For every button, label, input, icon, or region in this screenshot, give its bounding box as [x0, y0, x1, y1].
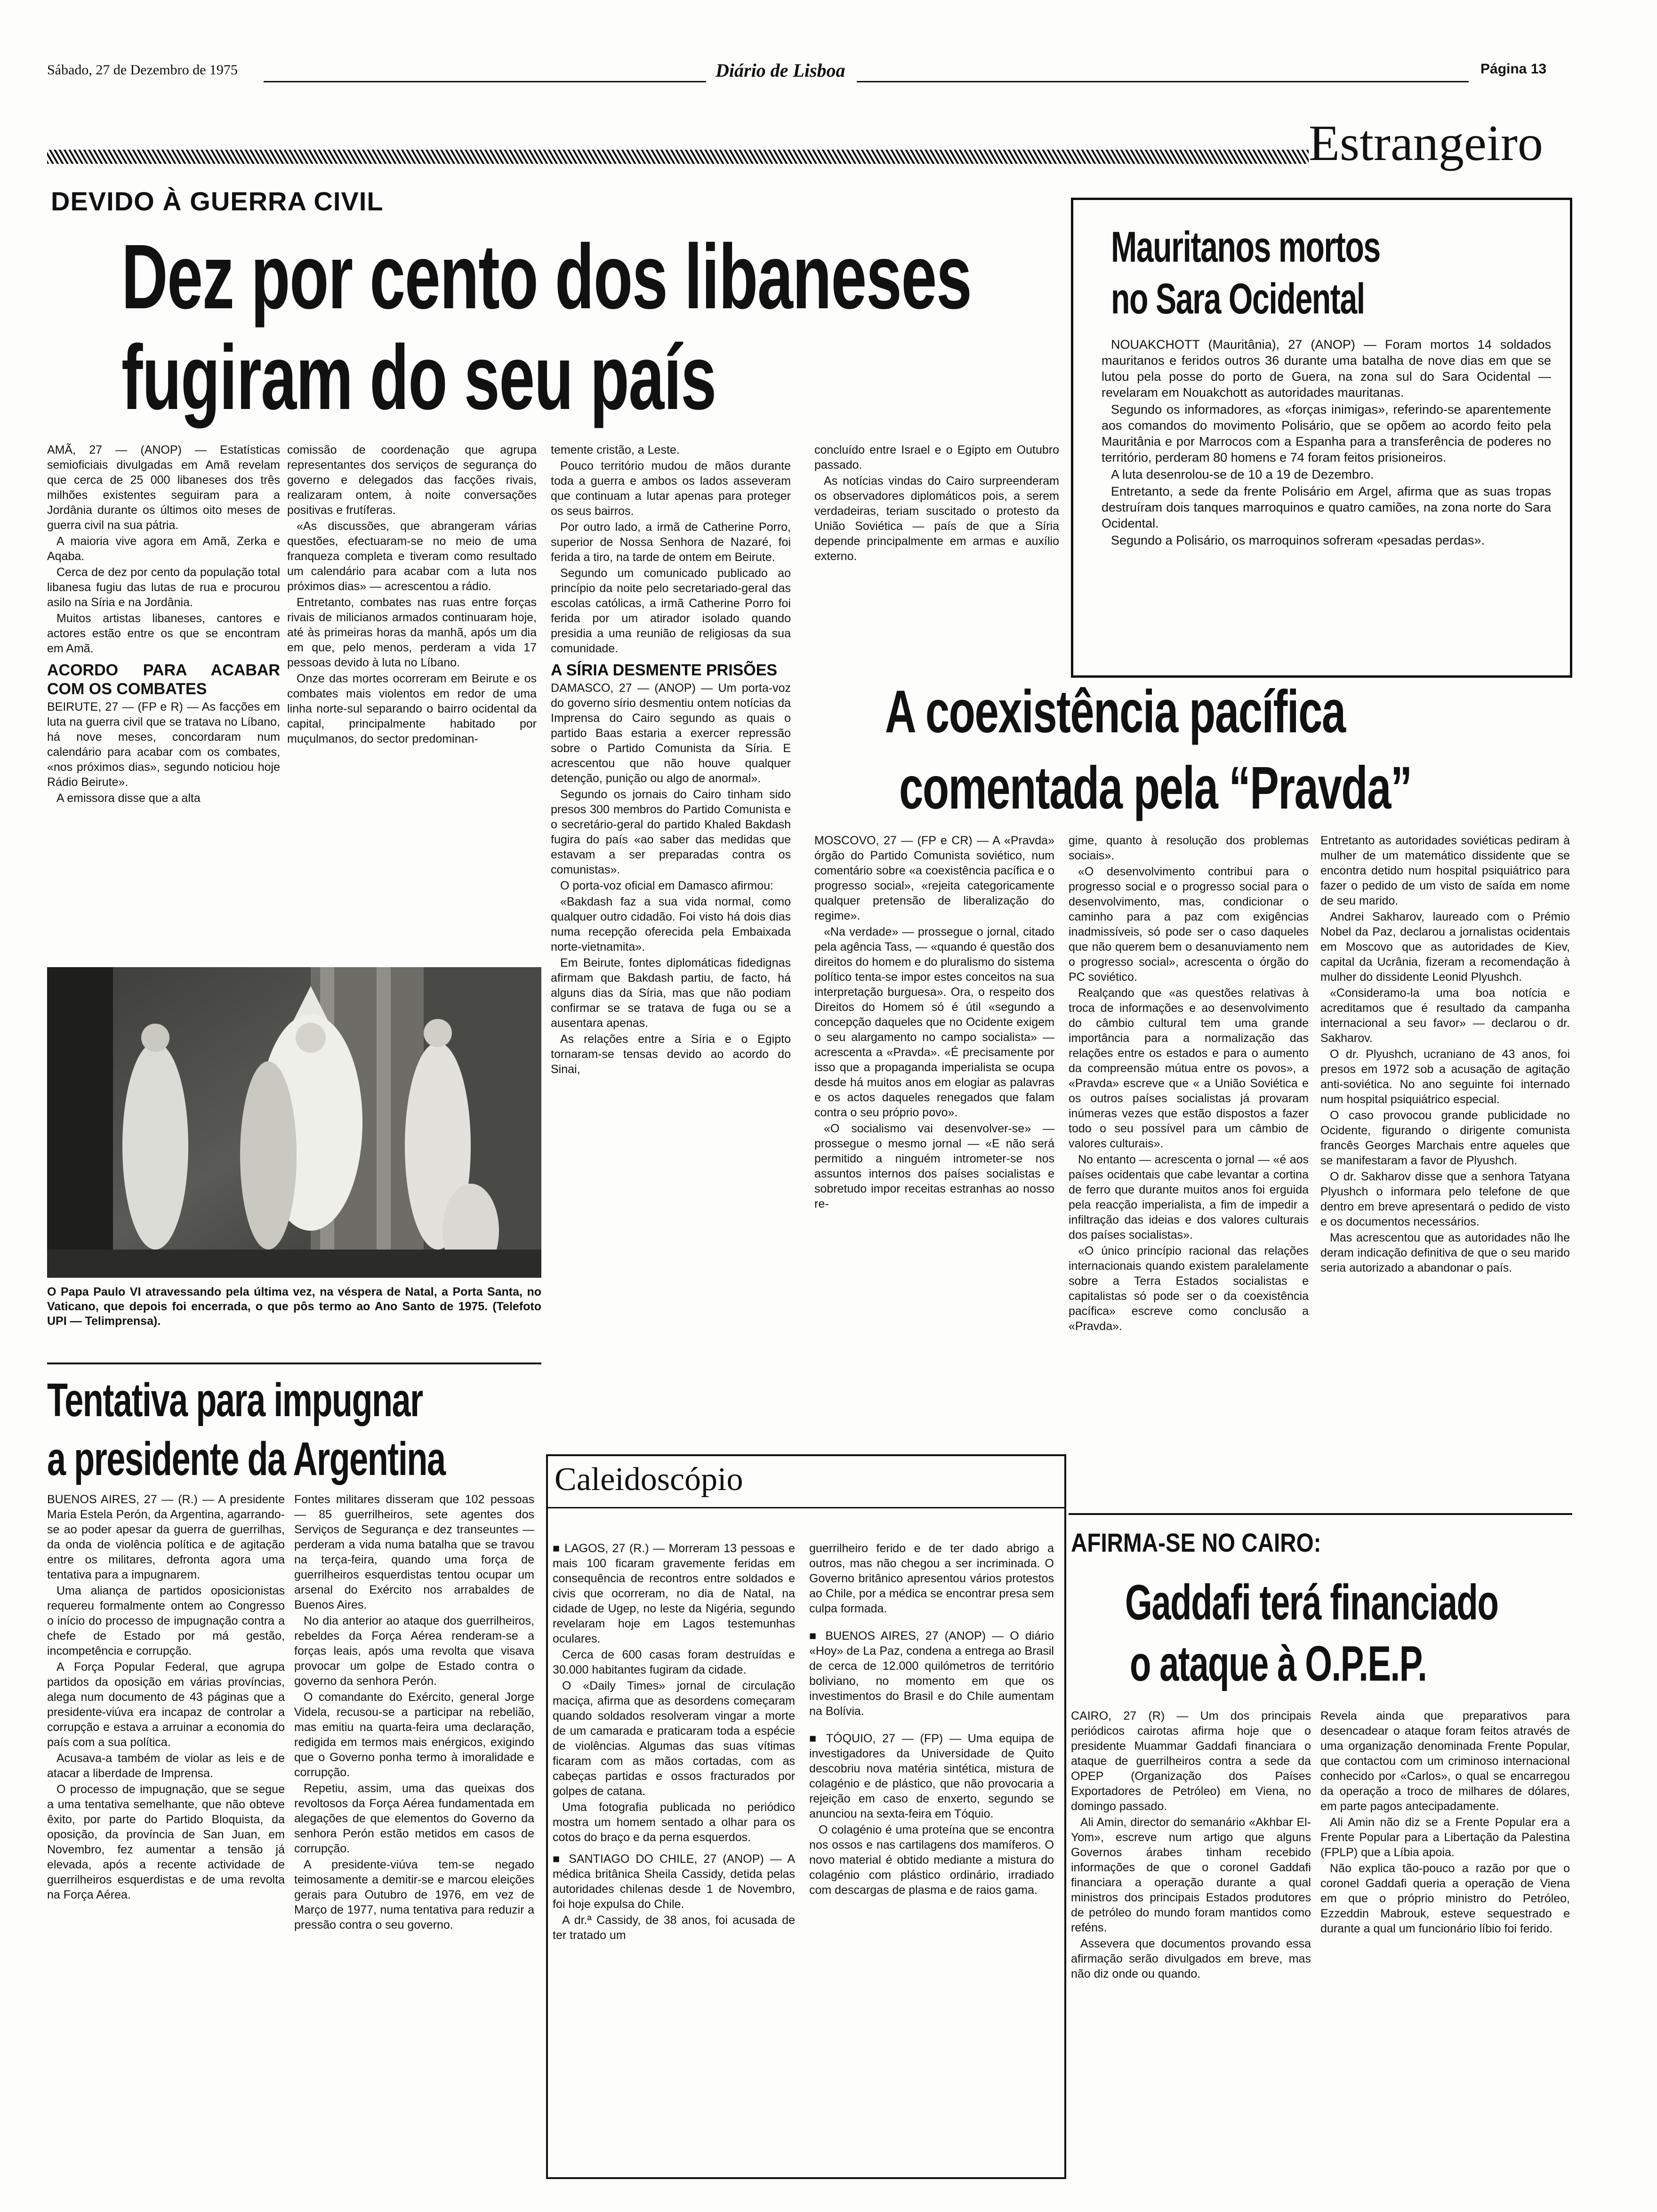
- lead-paragraph: comissão de coordenação que agrupa representantes dos serviços de segurança do governo e delegados das facções rivais, realizaram ontem, à noite conversações positivas e frutíferas.: [287, 443, 537, 517]
- lead-paragraph: concluído entre Israel e o Egipto em Outubro passado.: [814, 443, 1059, 472]
- lead-column-2: [287, 442, 537, 934]
- lead-paragraph: Cerca de dez por cento da população total libanesa fugiu das lutas de rua e procurou asilo na Síria e na Jordânia.: [47, 566, 280, 609]
- gaddafi-paragraph: CAIRO, 27 (R) — Um dos principais periódicos cairotas afirma hoje que o presidente Muammar Gaddafi financiara o ataque de guerrilheiros contra a sede da OPEP (Organização dos Países Exportadores de Petróleo) em Viena, no domingo passado.: [1071, 1709, 1311, 1813]
- brief-square-icon: ■: [553, 1542, 565, 1555]
- pravda-paragraph: gime, quanto à resolução dos problemas sociais».: [1069, 834, 1309, 862]
- caleidoscopio-brief: ■ SANTIAGO DO CHILE, 27 (ANOP) — A médica britânica Sheila Cassidy, detida pelas autoridades chilenas desde 1 de Novembro, foi hoje expulsa do Chile.: [553, 1852, 795, 1911]
- lead-paragraph: AMÃ, 27 — (ANOP) — Estatísticas semioficiais divulgadas em Amã revelam que cerca de 25 000 libaneses dos três milhões existentes seguiram para a Jordânia durante os últimos oito meses de guerra civil na sua pátria.: [47, 443, 280, 532]
- pravda-headline-line-1: A coexistência pacífica: [885, 678, 1345, 745]
- pravda-paragraph: Mas acrescentou que as autoridades não lhe deram indicação definitiva de que o seu marido seria autorizado a abandonar o país.: [1320, 1231, 1570, 1274]
- argentina-paragraph: Acusava-a também de violar as leis e de atacar a liberdade de Imprensa.: [47, 1752, 285, 1780]
- mauritania-paragraph: A luta desenrolou-se de 10 a 19 de Dezembro.: [1111, 467, 1374, 481]
- pravda-paragraph: Realçando que «as questões relativas à troca de informações e ao desenvolvimento do câmbio cultural tem uma grande importância para a normalização das relações entre os estados e para o aumento da compreensão mútua entre os povos», a «Pravda» escreve que « a União Soviética e os outros países socialistas já provaram inúmeras vezes que estão dispostos a fazer todo o seu possível para um câmbio de valores culturais».: [1069, 986, 1309, 1150]
- argentina-headline-line-2: a presidente da Argentina: [47, 1433, 445, 1485]
- section-title: Estrangeiro: [1309, 115, 1543, 171]
- argentina-paragraph: A Força Popular Federal, que agrupa partidos da oposição em várias províncias, alega num documento de 43 páginas que a presidente-viúva era incapaz de controlar a corrupção e estava a arruinar a economia do país com a sua política.: [47, 1660, 285, 1749]
- mauritania-headline-line-1: Mauritanos mortos: [1111, 223, 1380, 271]
- argentina-paragraph: A presidente-viúva tem-se negado teimosamente a demitir-se e marcou eleições gerais para Outubro de 1976, em vez de Março de 1977, numa tentativa para reduzir a pressão contra o seu governo.: [294, 1858, 534, 1931]
- gaddafi-kicker: AFIRMA-SE NO CAIRO:: [1071, 1528, 1321, 1557]
- lead-paragraph: Segundo um comunicado publicado ao princípio da noite pelo secretariado-geral das escolas católicas, a irmã Catherine Porro foi ferida por um atirador isolado quando presidia a uma reunião de religiosas da sua comunidade.: [551, 567, 791, 655]
- mauritania-paragraph: NOUAKCHOTT (Mauritânia), 27 (ANOP) — Foram mortos 14 soldados mauritanos e feridos outros 36 durante uma batalha de nove dias em que se lutou pela posse do porto de Guera, na zona sul do Sara Ocidental — revelaram em Nouakchott as autoridades mauritanas.: [1102, 337, 1551, 400]
- argentina-column-1: [47, 1492, 285, 2170]
- pravda-paragraph: O caso provocou grande publicidade no Ocidente, figurando o dirigente comunista francês Georges Marchais entre aqueles que se manifestaram a favor de Plyushch.: [1320, 1109, 1570, 1167]
- photo-caption-rule: [47, 1362, 541, 1364]
- lead-column-1: [47, 442, 280, 934]
- pope-photo: [47, 967, 541, 1278]
- lead-paragraph: DAMASCO, 27 — (ANOP) — Um porta-voz do governo sírio desmentiu ontem notícias da Imprensa do Cairo segundo as quais o partido Baas estaria a exercer repressão sobre o Partido Comunista da Síria. E acrescentou que não houve qualquer detenção, punição ou algo de anormal».: [551, 681, 791, 785]
- brief-square-icon: ■: [553, 1852, 569, 1866]
- gaddafi-column-2: [1320, 1708, 1570, 2174]
- pravda-paragraph: O dr. Sakharov disse que a senhora Tatyana Plyushch o informara pelo telefone de que dentro em breve apresentará o pedido de visto e os documentos necessários.: [1320, 1170, 1570, 1228]
- lead-paragraph: As notícias vindas do Cairo surpreenderam os observadores diplomáticos pois, a serem verdadeiras, teriam suscitado o protesto da União Soviética — país de que a Síria depende principalmente em armas e auxílio externo.: [814, 474, 1059, 563]
- pravda-paragraph: «O desenvolvimento contribui para o progresso social e o progresso social para o desenvolvimento, mas, condicionar o caminho para a paz com exigências inadmissíveis, só pode ser o caso daqueles que não querem bem o desanuviamento nem o progresso social», acrescenta o órgão do PC soviético.: [1069, 865, 1309, 984]
- caleidoscopio-brief: ■ BUENOS AIRES, 27 (ANOP) — O diário «Hoy» de La Paz, condena a entrega ao Brasil de cerca de 12.000 quilómetros de território boliviano, no momento em que os investimentos do Brasil e do Chile aumentam na Bolívia.: [809, 1629, 1054, 1718]
- lead-headline-line-2: fugiram do seu país: [121, 326, 716, 429]
- mauritania-paragraph: Segundo os informadores, as «forças inimigas», referindo-se aparentemente aos comandos do movimento Polisário, que se opõem ao acordo feito pela Mauritânia e por Marrocos com a Espanha para a transferência de poderes no território, perderam 80 homens e 74 foram feitos prisioneiros.: [1102, 402, 1551, 465]
- argentina-paragraph: O processo de impugnação, que se segue a uma tentativa semelhante, que não obteve êxito, por parte do Partido Bloquista, da oposição, da província de San Juan, em Novembro, fez aumentar a tensão já elevada, após a recente actividade de guerrilheiros esquerdistas e de uma revolta na Força Aérea.: [47, 1783, 285, 1901]
- caleidoscopio-box: [546, 1454, 1066, 2179]
- pravda-column-1: [814, 833, 1054, 1468]
- caleidoscopio-brief: ■ TÓQUIO, 27 — (FP) — Uma equipa de investigadores da Universidade de Quito descobriu nova matéria sintética, mistura de colagénio e de plástico, que não provocaria a rejeição em caso de enxerto, segundo se anunciou na sexta-feira em Tóquio.: [809, 1732, 1054, 1820]
- issue-date: Sábado, 27 de Dezembro de 1975: [47, 62, 238, 78]
- argentina-paragraph: Repetiu, assim, uma das queixas dos revoltosos da Força Aérea fundamentada em alegações de que elementos do Governo da senhora Perón estão metidos em casos de corrupção.: [294, 1782, 534, 1855]
- caleidoscopio-brief: ■ LAGOS, 27 (R.) — Morreram 13 pessoas e mais 100 ficaram gravemente feridas em consequência de recontros entre soldados e civis que ocorreram, no dia de Natal, na cidade de Ugep, no leste da Nigéria, segundo revelaram hoje em Lagos testemunhas oculares.: [553, 1542, 795, 1645]
- argentina-paragraph: Fontes militares disseram que 102 pessoas — 85 guerrilheiros, sete agentes dos Serviços de Segurança e dez transeuntes — perderam a vida numa batalha que se travou na terça-feira, quando uma força de guerrilheiros esquerdistas tentou ocupar um arsenal do Exército nos arrabaldes de Buenos Aires.: [294, 1493, 534, 1611]
- pope-photo-image: [47, 967, 541, 1278]
- lead-subheading-syria: A SÍRIA DESMENTE PRISÕES: [551, 661, 778, 679]
- mauritania-paragraph: Segundo a Polisário, os marroquinos sofreram «pesadas perdas».: [1111, 533, 1485, 547]
- lead-paragraph: Segundo os jornais do Cairo tinham sido presos 300 membros do Partido Comunista e o secretário-geral do partido Khaled Bakdash fugira do país «ao saber das medidas que estavam a ser preparadas contra os comunistas».: [551, 788, 791, 876]
- gaddafi-paragraph: Ali Amin não diz se a Frente Popular era a Frente Popular para a Libertação da Palestina (FPLP) que a Líbia apoia.: [1320, 1816, 1570, 1859]
- caleidoscopio-column-1: [553, 1541, 795, 2172]
- caleidoscopio-column-2: [809, 1541, 1054, 2172]
- argentina-column-2: [294, 1492, 534, 2170]
- photo-caption: O Papa Paulo VI atravessando pela última vez, na véspera de Natal, a Porta Santa, no Vaticano, que depois foi encerrada, o que pôs termo ao Ano Santo de 1975. (Telefoto UPI — Telimprensa).: [47, 1285, 541, 1328]
- argentina-paragraph: No dia anterior ao ataque dos guerrilheiros, rebeldes da Força Aérea renderam-se a forças leais, após uma revolta que visava provocar um golpe de Estado contra o governo da senhora Perón.: [294, 1614, 534, 1688]
- gaddafi-top-rule: [1069, 1513, 1572, 1515]
- gaddafi-headline-line-2: o ataque à O.P.E.P.: [1130, 1636, 1427, 1691]
- gaddafi-paragraph: Ali Amin, director do semanário «Akhbar El-Yom», escreve num artigo que alguns Governos árabes tinham recebido informações de que o coronel Gaddafi financiara a operação durante a qual ministros dos principais Estados produtores de petróleo do mundo foram mantidos como reféns.: [1071, 1816, 1311, 1934]
- lead-paragraph: Entretanto, combates nas ruas entre forças rivais de milicianos armados continuaram hoje, até às primeiras horas da manhã, após um dia em que, pelo menos, perderam a vida 17 pessoas devido à luta no Líbano.: [287, 596, 537, 669]
- gaddafi-headline-line-1: Gaddafi terá financiado: [1125, 1575, 1498, 1630]
- pravda-paragraph: O dr. Plyushch, ucraniano de 43 anos, foi presos em 1972 sob a acusação de agitação anti-soviética. No ano seguinte foi internado num hospital psiquiátrico especial.: [1320, 1048, 1570, 1106]
- lead-paragraph: O porta-voz oficial em Damasco afirmou:: [560, 879, 773, 892]
- header-rule-left: [264, 81, 706, 82]
- caleidoscopio-paragraph: O colagénio é uma proteína que se encontra nos ossos e nas cartilagens dos mamíferos. O novo material é obtido mediante a mistura do colagénio com plástico ordinário, irradiado com descargas de plasma e de raios gama.: [809, 1823, 1054, 1897]
- caleidoscopio-paragraph: guerrilheiro ferido e de ter dado abrigo a outros, mas não chegou a ser incriminada. O Governo britânico apresentou vários protestos ao Chile, por a médica se encontrar presa sem culpa formada.: [809, 1542, 1054, 1615]
- pravda-column-3: [1320, 833, 1570, 1468]
- pravda-paragraph: «Na verdade» — prossegue o jornal, citado pela agência Tass, — «quando é questão dos direitos do homem e do pluralismo do sistema político tenta-se impor estes conceitos na sua interpretação burguesa». Ora, o respeito dos Direitos do Homem só é útil «segundo a concepção daqueles que no Ocidente exigem o seu alargamento no campo socialista» — acrescenta a «Pravda». «É precisamente por isso que a propaganda imperialista se ocupa desde há muitos anos em elogiar as palavras e os actos daqueles renegados que falam contra o seu próprio povo».: [814, 925, 1054, 1119]
- section-banner-hatch: [47, 150, 1309, 164]
- pravda-paragraph: «Consideramo-la uma boa notícia e acreditamos que é resultado da campanha internacional a seu favor» — declarou o dr. Sakharov.: [1320, 986, 1570, 1045]
- lead-paragraph: «Bakdash faz a sua vida normal, como qualquer outro cidadão. Foi visto há dois dias numa recepção oferecida pela Embaixada norte-vietnamita».: [551, 895, 791, 954]
- lead-column-4: [814, 442, 1059, 664]
- lead-column-3: [551, 442, 791, 1419]
- mauritania-body: [1102, 337, 1551, 666]
- mauritania-headline-line-2: no Sara Ocidental: [1111, 275, 1365, 323]
- caleidoscopio-paragraph: Uma fotografia publicada no periódico mostra um homem sentado a olhar para os cotos do braço e da perna esquerdos.: [553, 1801, 795, 1844]
- caleidoscopio-paragraph: O «Daily Times» jornal de circulação maciça, afirma que as desordens começaram quando soldados resolveram vingar a morte de um camarada e praticaram toda a espécie de violências. Algumas das suas vítimas ficaram com as mãos cortadas, com as cabeças partidas e ossos fracturados por golpes de catana.: [553, 1679, 795, 1798]
- newspaper-name: Diário de Lisboa: [716, 60, 845, 81]
- argentina-headline-line-1: Tentativa para impugnar: [47, 1374, 423, 1427]
- lead-headline-line-1: Dez por cento dos libaneses: [121, 225, 972, 328]
- pravda-paragraph: «O socialismo vai desenvolver-se» — prossegue o mesmo jornal — «E não será permitido a ninguém intrometer-se nos assuntos internos dos países socialistas e sobretudo impor receitas estranhas ao nosso re-: [814, 1122, 1054, 1210]
- lead-subheading-accord: ACORDO PARA ACABAR COM OS COMBATES: [47, 661, 280, 698]
- lead-paragraph: As relações entre a Síria e o Egipto tornaram-se tensas devido ao acordo do Sinai,: [551, 1033, 791, 1076]
- lead-paragraph: Muitos artistas libaneses, cantores e actores estão entre os que se encontram em Amã.: [47, 612, 280, 655]
- pravda-paragraph: No entanto — acrescenta o jornal — «é aos países ocidentais que cabe levantar a cortina de ferro que durante muitos anos foi erguida pela reacção imperialista, a fim de impedir a infiltração das ideias e dos valores culturais dos países socialistas».: [1069, 1153, 1309, 1242]
- caleidoscopio-paragraph: Cerca de 600 casas foram destruídas e 30.000 habitantes fugiram da cidade.: [553, 1648, 795, 1676]
- lead-paragraph: Por outro lado, a irmã de Catherine Porro, superior de Nossa Senhora de Nazaré, foi ferida a tiro, na tarde de ontem em Beirute.: [551, 521, 791, 564]
- caleidoscopio-paragraph: A dr.ª Cassidy, de 38 anos, foi acusada de ter tratado um: [553, 1914, 795, 1942]
- mauritania-paragraph: Entretanto, a sede da frente Polisário em Argel, afirma que as suas tropas destruíram dois tanques marroquinos e quatro camiões, na zona norte do Sara Ocidental.: [1102, 484, 1551, 530]
- pravda-paragraph: Andrei Sakharov, laureado com o Prémio Nobel da Paz, declarou a jornalistas ocidentais em Moscovo que as autoridades de Kiev, capital da Ucrânia, fizeram a recomendação à mulher do dissidente Leonid Plyushch.: [1320, 910, 1570, 984]
- caleidoscopio-title: Caleidoscópio: [555, 1461, 743, 1498]
- lead-paragraph: A maioria vive agora em Amã, Zerka e Aqaba.: [47, 535, 280, 563]
- gaddafi-column-1: [1071, 1708, 1311, 2174]
- lead-paragraph: temente cristão, a Leste.: [551, 443, 680, 457]
- pravda-paragraph: «O único princípio racional das relações internacionais quando existem paralelamente sobre a Terra Estados socialistas e capitalistas só pode ser o da coexistência pacífica» escreve como conclusão a «Pravda».: [1069, 1244, 1309, 1333]
- gaddafi-paragraph: Não explica tão-pouco a razão por que o coronel Gaddafi queria a operação de Viena em que o próprio ministro do Petróleo, Ezzeddin Mabrouk, esteve sequestrado e durante a qual um funcionário líbio foi ferido.: [1320, 1862, 1570, 1935]
- lead-paragraph: BEIRUTE, 27 — (FP e R) — As facções em luta na guerra civil que se tratava no Líbano, há nove meses, concordaram num calendário para acabar com os combates, «nos próximos dias», segundo noticiou hoje Rádio Beirute».: [47, 700, 280, 789]
- argentina-paragraph: Uma aliança de partidos oposicionistas requereu formalmente ontem ao Congresso o início do processo de impugnação contra a chefe de Estado por má gestão, incompetência e corrupção.: [47, 1584, 285, 1658]
- pravda-headline-line-2: comentada pela “Pravda”: [899, 754, 1412, 822]
- lead-paragraph: Pouco território mudou de mãos durante toda a guerra e ambos os lados asseveram que continuam a lutar apenas para proteger os seus bairros.: [551, 459, 791, 518]
- lead-paragraph: Onze das mortes ocorreram em Beirute e os combates mais violentos em redor de uma linha norte-sul separando o bairro ocidental da capital, principalmente habitado por muçulmanos, do sector predominan-: [287, 672, 537, 745]
- gaddafi-paragraph: Revela ainda que preparativos para desencadear o ataque foram feitos através de uma organização denominada Frente Popular, que contactou com um criminoso internacional conhecido por «Carlos», o qual se encarregou da operação a troco de milhares de dólares, em parte pagos antecipadamente.: [1320, 1709, 1570, 1813]
- lead-kicker: DEVIDO À GUERRA CIVIL: [51, 186, 384, 216]
- caleidoscopio-title-rule: [548, 1507, 1064, 1508]
- brief-square-icon: ■: [809, 1732, 826, 1745]
- argentina-paragraph: O comandante do Exército, general Jorge Videla, recusou-se a participar na rebelião, mas emitiu na quarta-feira uma declaração, redigida em termos mais enérgicos, exigindo que o Governo ponha termo à imoralidade e corrupção.: [294, 1691, 534, 1779]
- brief-square-icon: ■: [809, 1629, 826, 1643]
- pravda-paragraph: MOSCOVO, 27 — (FP e CR) — A «Pravda» órgão do Partido Comunista soviético, num comentário sobre «a coexistência pacífica e o progresso social», «rejeita categoricamente qualquer pretensão de liberalização do regime».: [814, 834, 1054, 922]
- lead-paragraph: Em Beirute, fontes diplomáticas fidedignas afirmam que Bakdash partiu, de facto, há alguns dias da Síria, mas que não podiam confirmar se se tratava de fuga ou se a ausentara apenas.: [551, 956, 791, 1030]
- argentina-paragraph: BUENOS AIRES, 27 — (R.) — A presidente Maria Estela Perón, da Argentina, agarrando-se ao poder apesar da guerra de guerrilhas, da onda de violência política e de agitação entre os militares, defronta agora uma tentativa para a impugnarem.: [47, 1493, 285, 1581]
- header-rule-right: [857, 81, 1469, 82]
- lead-paragraph: «As discussões, que abrangeram várias questões, efectuaram-se no meio de uma franqueza completa e tiveram como resultado um calendário para acabar com a luta nos próximos dias» — acrescentou a rádio.: [287, 520, 537, 593]
- pravda-paragraph: Entretanto as autoridades soviéticas pediram à mulher de um matemático dissidente que se encontra detido num hospital psiquiátrico para fazer o pedido de um visto de saída em nome de seu marido.: [1320, 834, 1570, 907]
- pravda-column-2: [1069, 833, 1309, 1468]
- page-number: Página 13: [1480, 61, 1547, 77]
- lead-paragraph: A emissora disse que a alta: [56, 792, 201, 805]
- mauritania-box: [1071, 198, 1572, 678]
- gaddafi-paragraph: Assevera que documentos provando essa afirmação serão divulgados em breve, mas não diz onde ou quando.: [1071, 1937, 1311, 1980]
